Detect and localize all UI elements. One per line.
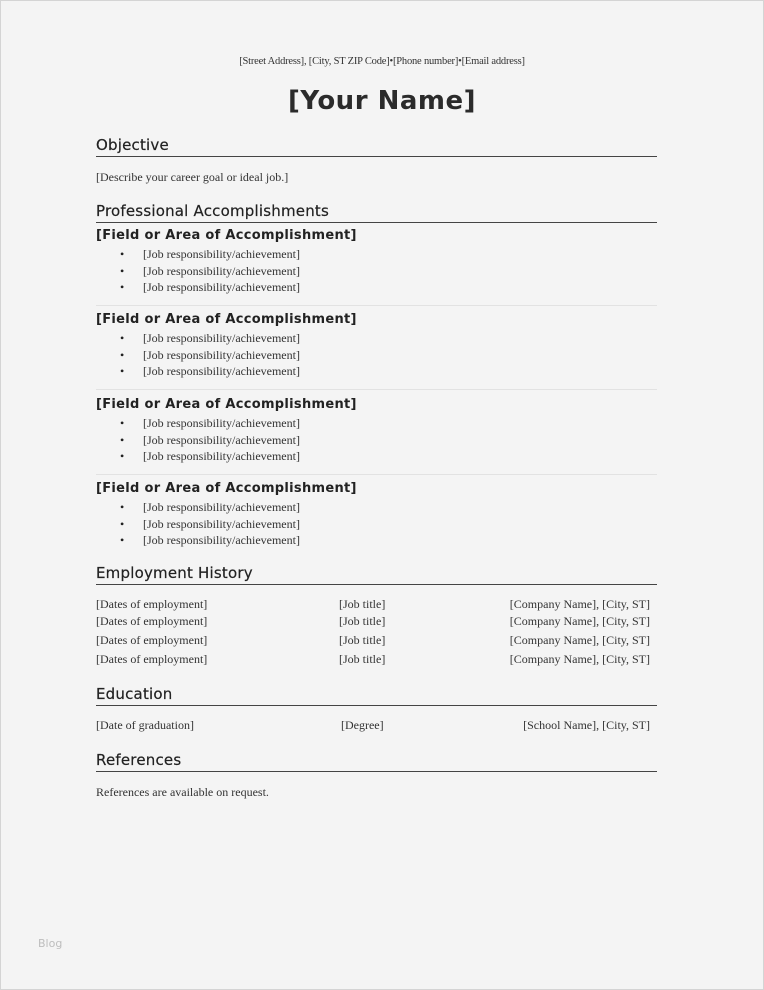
table-row [96,614,650,632]
divider [96,305,657,306]
accomplishment-field-2 [96,312,657,380]
bullet-list [96,246,657,296]
field-title: [Field or Area of Accomplishment] [96,481,357,496]
degree: [Degree] [341,718,384,732]
bullet-list [96,499,657,549]
section-title-employment: Employment History [96,564,657,585]
list-item: • [Job responsibility/achievement] [96,415,657,432]
list-item: • [Job responsibility/achievement] [96,330,657,347]
references-section [96,751,657,800]
job-title: [Job title] [339,614,386,628]
contact-line: [Street Address], [City, ST ZIP Code]•[Phone number]•[Email address] [239,56,525,67]
list-item: • [Job responsibility/achievement] [96,246,657,263]
list-item: • [Job responsibility/achievement] [96,516,657,533]
employment-dates: [Dates of employment] [96,652,208,666]
divider [96,474,657,475]
accomplishment-field-3 [96,397,657,465]
job-title: [Job title] [339,597,386,611]
company: [Company Name], [City, ST] [509,652,650,666]
accomplishment-field-1 [96,228,657,296]
list-item: • [Job responsibility/achievement] [96,532,657,549]
objective-section [96,136,657,185]
education-row [96,718,650,736]
employment-dates: [Dates of employment] [96,597,208,611]
list-item: • [Job responsibility/achievement] [96,448,657,465]
list-item: • [Job responsibility/achievement] [96,347,657,364]
employment-dates: [Dates of employment] [96,614,208,628]
field-title: [Field or Area of Accomplishment] [96,312,357,327]
section-title-references: References [96,751,657,772]
employment-dates: [Dates of employment] [96,633,208,647]
accomplishments-section [96,202,657,223]
table-row [96,652,650,670]
job-title: [Job title] [339,633,386,647]
school: [School Name], [City, ST] [523,718,650,732]
list-item: • [Job responsibility/achievement] [96,279,657,296]
section-title-education: Education [96,685,657,706]
table-row [96,633,650,651]
list-item: • [Job responsibility/achievement] [96,499,657,516]
section-title-objective: Objective [96,136,657,157]
bullet-list [96,330,657,380]
field-title: [Field or Area of Accomplishment] [96,228,357,243]
list-item: • [Job responsibility/achievement] [96,363,657,380]
company: [Company Name], [City, ST] [509,597,650,611]
watermark: Blog [38,937,63,950]
list-item: • [Job responsibility/achievement] [96,432,657,449]
graduation-date: [Date of graduation] [96,718,194,732]
divider [96,389,657,390]
your-name-heading: [Your Name] [288,86,476,116]
field-title: [Field or Area of Accomplishment] [96,397,357,412]
list-item: • [Job responsibility/achievement] [96,263,657,280]
company: [Company Name], [City, ST] [509,633,650,647]
accomplishment-field-4 [96,481,657,549]
objective-text: [Describe your career goal or ideal job.] [96,170,289,184]
bullet-list [96,415,657,465]
employment-section [96,564,657,585]
education-section [96,685,657,706]
table-row [96,597,650,615]
references-text: References are available on request. [96,785,269,799]
company: [Company Name], [City, ST] [509,614,650,628]
job-title: [Job title] [339,652,386,666]
section-title-accomplishments: Professional Accomplishments [96,202,657,223]
